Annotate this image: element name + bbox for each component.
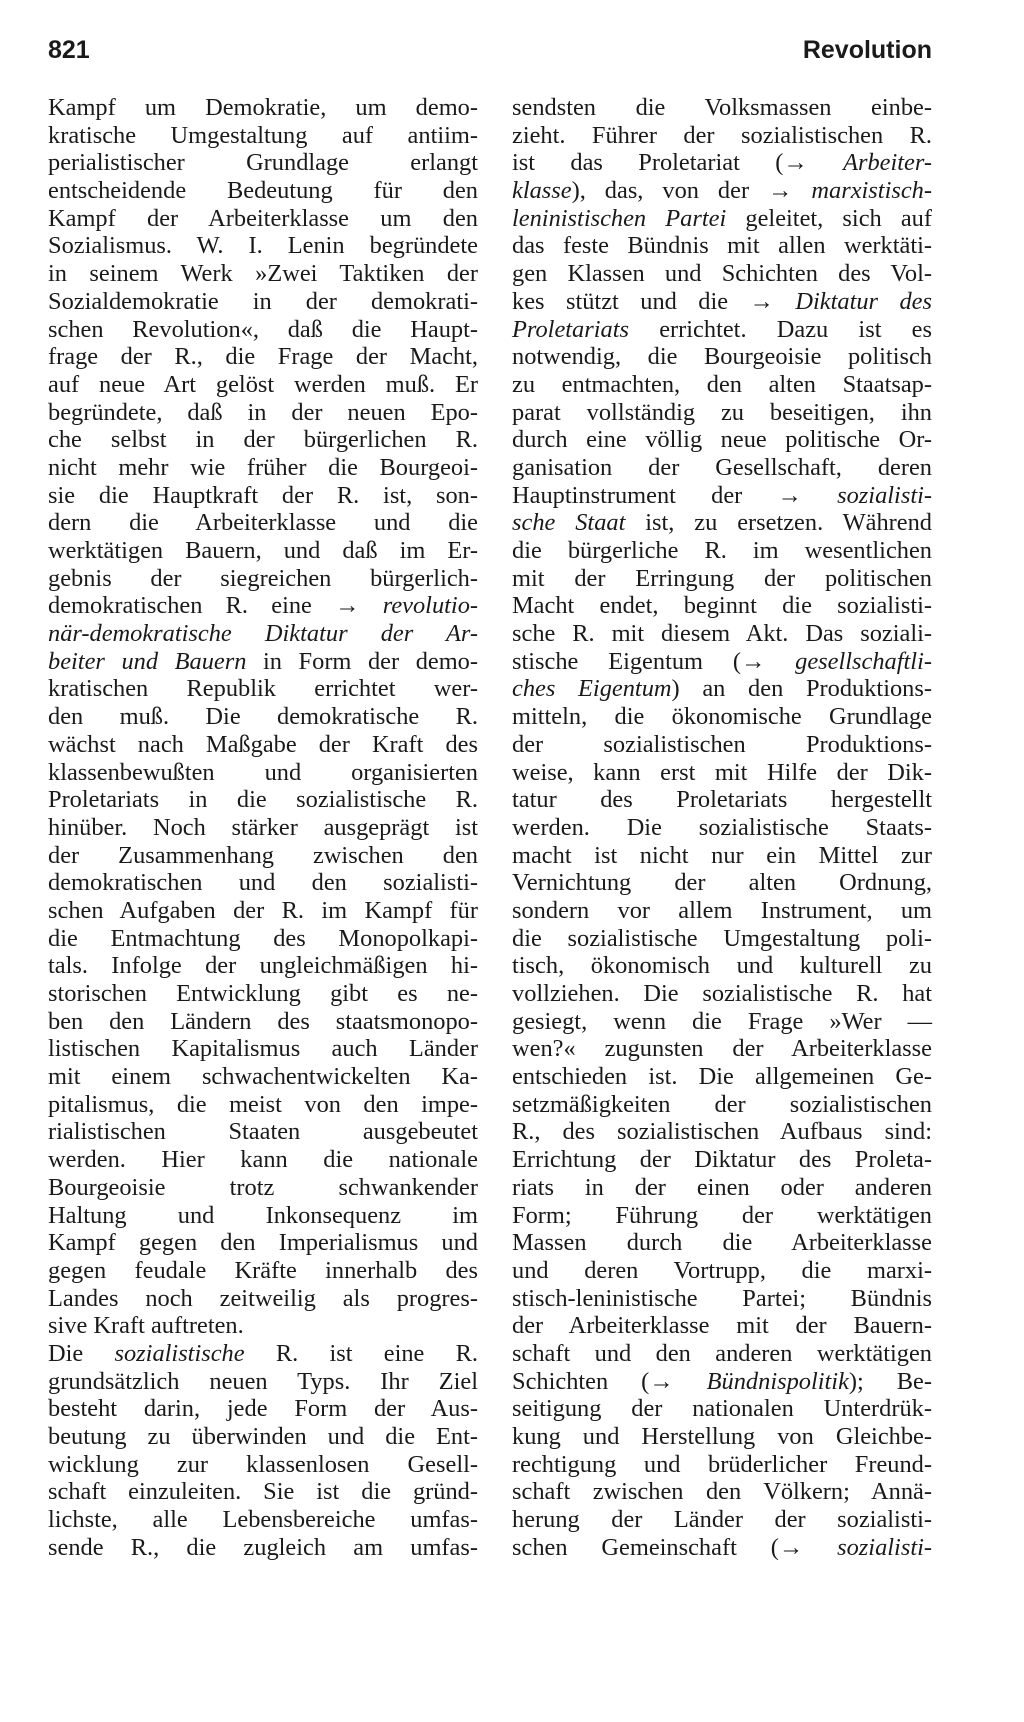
text-line <box>512 1534 932 1562</box>
text-line <box>48 703 478 731</box>
text-segment: sive Kraft auftreten. <box>48 1312 244 1340</box>
text-line <box>512 509 932 537</box>
text-segment: seitigung der nationalen Unterdrük- <box>512 1395 932 1423</box>
text-segment: wicklung zur klassenlosen Gesell- <box>48 1450 478 1478</box>
text-line <box>48 1174 478 1202</box>
text-line <box>512 1257 932 1285</box>
text-line <box>512 648 932 676</box>
text-line <box>48 260 478 288</box>
text-segment: die bürgerliche R. im wesentlichen <box>512 537 932 564</box>
text-line <box>512 399 932 427</box>
text-line <box>48 343 478 371</box>
text-segment: mit der Erringung der politischen <box>512 564 932 592</box>
text-line <box>512 454 932 482</box>
text-segment: ist, zu ersetzen. Während <box>625 509 933 537</box>
text-line <box>512 1035 932 1063</box>
right-text-column <box>512 94 932 1561</box>
text-segment: sondern vor allem Instrument, um <box>512 896 932 924</box>
text-line <box>48 1035 478 1063</box>
text-line <box>512 897 932 925</box>
text-segment: hinüber. Noch stärker ausgeprägt ist <box>48 813 478 841</box>
text-segment: begründete, daß in der neuen Epo- <box>48 398 478 426</box>
text-segment: ), das, von der → <box>571 177 812 205</box>
italic-term: gesellschaftli- <box>795 647 932 675</box>
text-segment: listischen Kapitalismus auch Länder <box>48 1035 478 1063</box>
text-line <box>48 592 478 620</box>
text-line <box>48 1395 478 1423</box>
text-segment: Bourgeoisie trotz schwankender <box>48 1173 478 1201</box>
text-segment: kratische Umgestaltung auf antiim- <box>48 121 478 149</box>
text-line <box>512 814 932 842</box>
text-segment: R. ist eine R. <box>244 1339 478 1367</box>
text-segment: riats in der einen oder anderen <box>512 1173 932 1201</box>
text-line <box>512 343 932 371</box>
text-segment: der Zusammenhang zwischen den <box>48 841 478 869</box>
text-segment: ) an den Produktions- <box>671 675 932 703</box>
text-line <box>48 149 478 177</box>
text-line <box>512 925 932 953</box>
text-segment: Form; Führung der werktätigen <box>512 1201 932 1229</box>
text-line <box>512 1340 932 1368</box>
text-segment: herung der Länder der sozialisti- <box>512 1506 932 1534</box>
text-line <box>512 1395 932 1423</box>
text-line <box>512 1202 932 1230</box>
text-segment: frage der R., die Frage der Macht, <box>48 343 478 371</box>
text-line <box>48 1257 478 1285</box>
text-line <box>512 1506 932 1534</box>
text-line <box>48 1423 478 1451</box>
text-segment: sende R., die zugleich am umfas- <box>48 1533 478 1561</box>
text-segment: werden. Hier kann die nationale <box>48 1146 478 1174</box>
text-segment: tisch, ökonomisch und kulturell zu <box>512 952 932 980</box>
italic-term: ches Eigentum <box>512 675 672 703</box>
text-segment: entschieden ist. Die allgemeinen Ge- <box>512 1063 932 1091</box>
text-segment: Errichtung der Diktatur des Proleta- <box>512 1146 932 1174</box>
text-line <box>48 814 478 842</box>
text-line <box>48 842 478 870</box>
text-segment: schen Revolution«, daß die Haupt- <box>48 315 478 343</box>
text-segment: perialistischer Grundlage erlangt <box>48 149 478 177</box>
text-segment: vollziehen. Die sozialistische R. hat <box>512 980 932 1007</box>
text-segment: Schichten (→ <box>512 1367 707 1395</box>
text-line <box>512 952 932 980</box>
text-segment: schaft einzuleiten. Sie ist die gründ- <box>48 1478 478 1506</box>
text-line <box>48 122 478 150</box>
text-segment: kes stützt und die → <box>512 287 796 315</box>
text-segment: mit einem schwachentwickelten Ka- <box>48 1063 478 1091</box>
text-segment: schen Aufgaben der R. im Kampf für <box>48 896 478 924</box>
text-segment: geleitet, sich auf <box>726 204 933 232</box>
text-segment: Vernichtung der alten Ordnung, <box>512 869 932 897</box>
italic-term: → revolutio- <box>335 592 479 620</box>
text-segment: parat vollständig zu beseitigen, ihn <box>512 398 932 426</box>
text-line <box>512 260 932 288</box>
text-segment: Sozialismus. W. I. Lenin begründete <box>48 232 478 260</box>
text-segment: gebnis der siegreichen bürgerlich- <box>48 564 478 592</box>
text-segment: Sozialdemokratie in der demokrati- <box>48 287 478 315</box>
text-segment: ben den Ländern des staatsmonopo- <box>48 1007 478 1035</box>
text-line <box>512 759 932 787</box>
text-line <box>48 399 478 427</box>
text-line <box>512 1008 932 1036</box>
text-segment: auf neue Art gelöst werden muß. Er <box>48 370 478 398</box>
text-line <box>48 537 478 565</box>
text-line <box>48 980 478 1008</box>
text-segment: grundsätzlich neuen Typs. Ihr Ziel <box>48 1367 478 1395</box>
text-line <box>48 869 478 897</box>
text-line <box>48 205 478 233</box>
text-line <box>48 1229 478 1257</box>
text-line <box>48 454 478 482</box>
text-line <box>512 1146 932 1174</box>
italic-term: Arbeiter- <box>843 149 932 177</box>
text-line <box>512 786 932 814</box>
text-line <box>48 232 478 260</box>
text-line <box>512 177 932 205</box>
text-line <box>512 980 932 1008</box>
italic-term: klasse <box>512 177 572 205</box>
text-line <box>512 731 932 759</box>
text-segment: gesiegt, wenn die Frage »Wer — <box>512 1007 932 1035</box>
text-line <box>512 122 932 150</box>
text-segment: wen?« zugunsten der Arbeiterklasse <box>512 1035 932 1063</box>
text-segment: werden. Die sozialistische Staats- <box>512 813 932 841</box>
text-line <box>48 1008 478 1036</box>
text-line <box>48 1146 478 1174</box>
text-segment: Landes noch zeitweilig als progres- <box>48 1284 478 1312</box>
text-line <box>512 1423 932 1451</box>
text-line <box>512 1451 932 1479</box>
text-line <box>512 94 932 122</box>
text-segment: zieht. Führer der sozialistischen R. <box>512 121 932 149</box>
text-segment: lichste, alle Lebensbereiche umfas- <box>48 1506 478 1534</box>
running-title: Revolution <box>802 36 932 64</box>
text-line <box>512 1368 932 1396</box>
text-segment: stische Eigentum (→ <box>512 647 796 675</box>
text-segment: Massen durch die Arbeiterklasse <box>512 1229 932 1257</box>
text-segment: Kampf um Demokratie, um demo- <box>48 94 478 121</box>
text-segment: ); Be- <box>848 1367 933 1395</box>
text-segment: demokratischen R. eine <box>48 592 336 620</box>
text-segment: notwendig, die Bourgeoisie politisch <box>512 343 932 371</box>
left-text-column <box>48 94 478 1561</box>
text-line <box>48 1506 478 1534</box>
text-segment: Hauptinstrument der → <box>512 481 838 509</box>
text-line <box>48 1368 478 1396</box>
text-segment: sche R. mit diesem Akt. Das soziali- <box>512 620 932 648</box>
text-line <box>48 925 478 953</box>
text-segment: Kampf gegen den Imperialismus und <box>48 1229 478 1257</box>
italic-term: sozialisti- <box>837 1533 932 1561</box>
text-segment: in Form der demo- <box>246 647 479 675</box>
text-line <box>48 426 478 454</box>
text-line <box>48 1285 478 1313</box>
text-segment: rialistischen Staaten ausgebeutet <box>48 1118 478 1146</box>
text-segment: zu entmachten, den alten Staatsap- <box>512 370 932 398</box>
text-line <box>48 1534 478 1562</box>
text-line <box>48 1312 478 1340</box>
italic-term: sozialistische <box>114 1339 245 1367</box>
text-segment: klassenbewußten und organisierten <box>48 758 478 786</box>
text-line <box>48 94 478 122</box>
text-segment: pitalismus, die meist von den impe- <box>48 1090 478 1118</box>
text-line <box>512 371 932 399</box>
text-segment: schaft zwischen den Völkern; Annä- <box>512 1478 932 1506</box>
text-line <box>48 1451 478 1479</box>
text-line <box>512 703 932 731</box>
text-line <box>48 952 478 980</box>
text-line <box>48 371 478 399</box>
text-line <box>48 897 478 925</box>
text-line <box>48 648 478 676</box>
text-line <box>48 509 478 537</box>
text-segment: demokratischen und den sozialisti- <box>48 869 478 897</box>
text-segment: die sozialistische Umgestaltung poli- <box>512 924 932 952</box>
text-line <box>512 316 932 344</box>
text-line <box>48 565 478 593</box>
text-line <box>512 675 932 703</box>
text-segment: macht ist nicht nur ein Mittel zur <box>512 841 932 869</box>
text-line <box>48 675 478 703</box>
text-segment: durch eine völlig neue politische Or- <box>512 426 932 454</box>
text-segment: Die <box>48 1339 115 1367</box>
text-segment: che selbst in der bürgerlichen R. <box>48 426 478 454</box>
text-line <box>512 482 932 510</box>
text-line <box>48 1063 478 1091</box>
text-segment: tatur des Proletariats hergestellt <box>512 786 932 814</box>
text-line <box>48 759 478 787</box>
text-segment: Proletariats in die sozialistische R. <box>48 786 478 814</box>
text-line <box>512 592 932 620</box>
text-segment: R., des sozialistischen Aufbaus sind: <box>512 1118 932 1146</box>
text-line <box>48 177 478 205</box>
text-line <box>512 232 932 260</box>
text-line <box>512 1285 932 1313</box>
text-line <box>48 1091 478 1119</box>
text-segment: ganisation der Gesellschaft, deren <box>512 453 932 481</box>
text-segment: setzmäßigkeiten der sozialistischen <box>512 1090 932 1118</box>
text-segment: stisch-leninistische Partei; Bündnis <box>512 1284 932 1312</box>
text-segment: tals. Infolge der ungleichmäßigen hi- <box>48 952 478 980</box>
text-segment: entscheidende Bedeutung für den <box>48 177 478 205</box>
text-line <box>512 842 932 870</box>
italic-term: Proletariats <box>512 315 629 343</box>
text-line <box>512 288 932 316</box>
text-line <box>48 1340 478 1368</box>
italic-term: Bündnispolitik <box>706 1367 849 1395</box>
page-header <box>48 36 932 76</box>
text-line <box>48 1118 478 1146</box>
italic-term: Diktatur des <box>795 287 933 315</box>
text-line <box>512 1118 932 1146</box>
text-segment: der sozialistischen Produktions- <box>512 730 932 758</box>
text-segment: beutung zu überwinden und die Ent- <box>48 1423 478 1450</box>
text-segment: schen Gemeinschaft (→ <box>512 1533 838 1561</box>
text-line <box>48 288 478 316</box>
text-segment: Haltung und Inkonsequenz im <box>48 1201 478 1229</box>
text-segment: das feste Bündnis mit allen werktäti- <box>512 232 932 260</box>
text-segment: Macht endet, beginnt die sozialisti- <box>512 592 932 620</box>
text-line <box>48 731 478 759</box>
text-segment: die Entmachtung des Monopolkapi- <box>48 924 478 952</box>
text-segment: der Arbeiterklasse mit der Bauern- <box>512 1312 932 1340</box>
text-line <box>512 149 932 177</box>
text-line <box>512 1091 932 1119</box>
text-line <box>512 1063 932 1091</box>
text-line <box>512 1312 932 1340</box>
text-line <box>48 316 478 344</box>
page-number: 821 <box>48 36 90 64</box>
text-line <box>512 620 932 648</box>
text-segment: kung und Herstellung von Gleichbe- <box>512 1423 932 1450</box>
text-line <box>512 565 932 593</box>
text-segment: storischen Entwicklung gibt es ne- <box>48 980 478 1007</box>
text-segment: besteht darin, jede Form der Aus- <box>48 1395 478 1423</box>
text-line <box>512 869 932 897</box>
text-segment: wächst nach Maßgabe der Kraft des <box>48 730 478 758</box>
italic-term: sozialisti- <box>837 481 932 509</box>
text-segment: kratischen Republik errichtet wer- <box>48 675 478 703</box>
italic-term: marxistisch- <box>811 177 932 205</box>
italic-term: sche Staat <box>512 509 626 537</box>
text-segment: sie die Hauptkraft der R. ist, son- <box>48 481 478 509</box>
text-line <box>512 205 932 233</box>
text-segment: weise, kann erst mit Hilfe der Dik- <box>512 758 932 786</box>
text-segment: dern die Arbeiterklasse und die <box>48 509 478 537</box>
text-line <box>512 537 932 565</box>
text-segment: den muß. Die demokratische R. <box>48 703 478 731</box>
italic-term: beiter und Bauern <box>48 647 247 675</box>
text-line <box>512 1174 932 1202</box>
text-segment: schaft und den anderen werktätigen <box>512 1339 932 1367</box>
text-line <box>512 426 932 454</box>
italic-term: leninistischen Partei <box>512 204 727 232</box>
text-segment: rechtigung und brüderlicher Freund- <box>512 1450 932 1478</box>
text-segment: werktätigen Bauern, und daß im Er- <box>48 537 478 564</box>
text-segment: mitteln, die ökonomische Grundlage <box>512 703 932 731</box>
text-line <box>48 1202 478 1230</box>
text-line <box>48 786 478 814</box>
text-segment: in seinem Werk »Zwei Taktiken der <box>48 260 478 288</box>
text-line <box>512 1229 932 1257</box>
text-line <box>48 482 478 510</box>
text-segment: errichtet. Dazu ist es <box>629 315 932 343</box>
text-line <box>48 1478 478 1506</box>
text-line <box>48 620 478 648</box>
text-line <box>512 1478 932 1506</box>
text-segment: und deren Vortrupp, die marxi- <box>512 1256 932 1284</box>
text-segment: Kampf der Arbeiterklasse um den <box>48 204 478 232</box>
text-segment: ist das Proletariat (→ <box>512 149 844 177</box>
text-segment: nicht mehr wie früher die Bourgeoi- <box>48 453 478 481</box>
text-segment: gegen feudale Kräfte innerhalb des <box>48 1256 478 1284</box>
italic-term: när-demokratische Diktatur der Ar- <box>48 620 478 648</box>
text-segment: sendsten die Volksmassen einbe- <box>512 94 932 121</box>
text-segment: gen Klassen und Schichten des Vol- <box>512 260 932 288</box>
